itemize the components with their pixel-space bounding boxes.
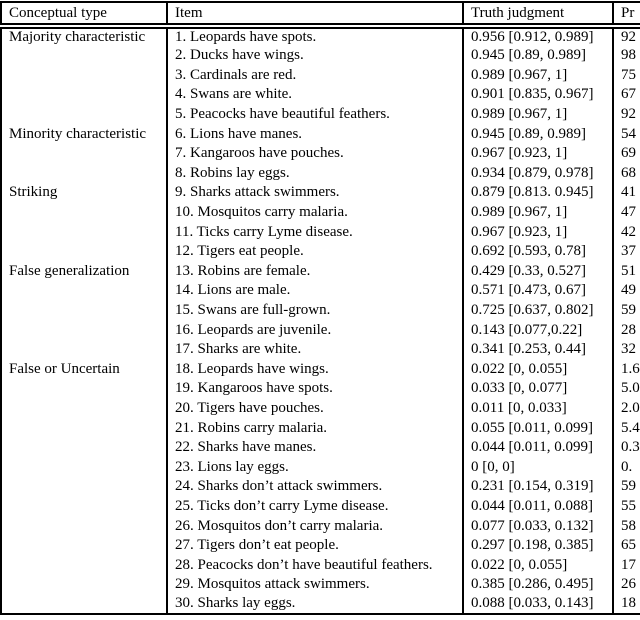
truth-judgment-cell: 0.967 [0.923, 1] (463, 144, 613, 164)
item-cell: 18. Leopards have wings. (167, 360, 463, 380)
item-cell: 16. Leopards are juvenile. (167, 320, 463, 340)
category-cell (1, 164, 167, 184)
table-row (1, 85, 640, 105)
pr-cell: 26 (621, 576, 636, 593)
truth-judgment-cell: 0.879 [0.813. 0.945] (463, 183, 613, 203)
truth-judgment-cell: 0.022 [0, 0.055] (463, 555, 613, 575)
category-cell (1, 46, 167, 66)
table-row (1, 320, 640, 340)
item-cell: 28. Peacocks don’t have beautiful feathers. (167, 555, 463, 575)
pr-cell: 49 (621, 282, 636, 299)
pr-cell: 75 (621, 66, 636, 83)
truth-judgment-cell: 0.989 [0.967, 1] (463, 66, 613, 86)
item-cell: 25. Ticks don’t carry Lyme disease. (167, 497, 463, 517)
category-cell: False or Uncertain (1, 360, 167, 380)
pr-cell: 92 (621, 29, 636, 45)
table-row (1, 360, 640, 380)
item-cell: 22. Sharks have manes. (167, 438, 463, 458)
category-cell (1, 85, 167, 105)
pr-cell: 59 (621, 478, 636, 495)
pr-cell: 2.0 (621, 399, 640, 416)
category-cell (1, 418, 167, 438)
table-row (1, 203, 640, 223)
category-cell (1, 203, 167, 223)
truth-judgment-cell: 0.934 [0.879, 0.978] (463, 164, 613, 184)
category-cell: Striking (1, 183, 167, 203)
item-cell: 15. Swans are full-grown. (167, 301, 463, 321)
truth-judgment-cell: 0.022 [0, 0.055] (463, 360, 613, 380)
item-cell: 5. Peacocks have beautiful feathers. (167, 105, 463, 125)
category-cell (1, 555, 167, 575)
item-cell: 4. Swans are white. (167, 85, 463, 105)
truth-judgment-cell: 0.989 [0.967, 1] (463, 105, 613, 125)
truth-judgment-cell: 0.989 [0.967, 1] (463, 203, 613, 223)
truth-judgment-cell: 0.044 [0.011, 0.099] (463, 438, 613, 458)
table-row (1, 301, 640, 321)
truth-judgment-cell: 0.945 [0.89, 0.989] (463, 46, 613, 66)
pr-cell: 54 (621, 125, 636, 142)
category-cell (1, 399, 167, 419)
table-row (1, 457, 640, 477)
pr-cell: 42 (621, 223, 636, 240)
col-header-pr-truncated: Pr (613, 2, 640, 26)
pr-cell: 18 (613, 595, 640, 615)
pr-cell: 5.0 (621, 380, 640, 397)
pr-cell: 58 (621, 517, 636, 534)
truth-judgment-cell: 0.901 [0.835, 0.967] (463, 85, 613, 105)
table-row (1, 379, 640, 399)
truth-judgment-cell: 0.385 [0.286, 0.495] (463, 575, 613, 595)
category-cell (1, 340, 167, 360)
category-cell (1, 595, 167, 615)
category-cell (1, 301, 167, 321)
truth-judgment-cell: 0.077 [0.033, 0.132] (463, 516, 613, 536)
category-cell (1, 457, 167, 477)
table-row (1, 242, 640, 262)
table-row (1, 399, 640, 419)
pr-cell: 47 (621, 204, 636, 221)
category-cell (1, 144, 167, 164)
pr-cell: 69 (621, 145, 636, 162)
table-row (1, 262, 640, 282)
table-row (1, 183, 640, 203)
category-cell (1, 497, 167, 517)
header-row (1, 2, 640, 26)
truth-judgment-cell: 0.297 [0.198, 0.385] (463, 536, 613, 556)
pr-cell: 5.4 (621, 419, 640, 436)
truth-judgment-cell: 0.088 [0.033, 0.143] (463, 595, 613, 615)
table-row (1, 477, 640, 497)
table-row (1, 418, 640, 438)
item-cell: 20. Tigers have pouches. (167, 399, 463, 419)
table-row (1, 595, 640, 615)
truth-judgment-cell: 0.945 [0.89, 0.989] (463, 124, 613, 144)
item-cell: 10. Mosquitos carry malaria. (167, 203, 463, 223)
item-cell: 24. Sharks don’t attack swimmers. (167, 477, 463, 497)
truth-judgment-cell: 0.143 [0.077,0.22] (463, 320, 613, 340)
table-row (1, 536, 640, 556)
truth-judgment-cell: 0.725 [0.637, 0.802] (463, 301, 613, 321)
table-row (1, 144, 640, 164)
item-cell: 29. Mosquitos attack swimmers. (167, 575, 463, 595)
item-cell: 12. Tigers eat people. (167, 242, 463, 262)
pr-cell: 55 (621, 497, 636, 514)
table-row (1, 281, 640, 301)
category-cell (1, 379, 167, 399)
category-cell (1, 222, 167, 242)
truth-judgment-cell: 0.692 [0.593, 0.78] (463, 242, 613, 262)
item-cell: 9. Sharks attack swimmers. (167, 183, 463, 203)
item-cell: 3. Cardinals are red. (167, 66, 463, 86)
table-row (1, 26, 640, 46)
truth-judgment-cell: 0.044 [0.011, 0.088] (463, 497, 613, 517)
pr-cell: 67 (621, 86, 636, 103)
category-cell (1, 477, 167, 497)
truth-judgment-cell: 0.231 [0.154, 0.319] (463, 477, 613, 497)
category-cell (1, 438, 167, 458)
table-row (1, 164, 640, 184)
item-cell: 19. Kangaroos have spots. (167, 379, 463, 399)
pr-cell: 51 (621, 262, 636, 279)
pr-cell: 65 (621, 537, 636, 554)
truth-judgment-cell: 0.033 [0, 0.077] (463, 379, 613, 399)
truth-judgment-cell: 0 [0, 0] (463, 457, 613, 477)
pr-cell: 98 (621, 47, 636, 64)
truth-judgment-cell: 0.429 [0.33, 0.527] (463, 262, 613, 282)
item-cell: 17. Sharks are white. (167, 340, 463, 360)
category-cell (1, 320, 167, 340)
category-cell (1, 516, 167, 536)
truth-judgment-cell: 0.341 [0.253, 0.44] (463, 340, 613, 360)
truth-judgment-table (0, 1, 640, 615)
truth-judgment-cell: 0.956 [0.912, 0.989] (463, 26, 613, 46)
category-cell: Majority characteristic (1, 26, 167, 46)
table-row (1, 575, 640, 595)
truth-judgment-cell: 0.011 [0, 0.033] (463, 399, 613, 419)
truth-judgment-cell: 0.967 [0.923, 1] (463, 222, 613, 242)
table-row (1, 497, 640, 517)
pr-cell: 92 (621, 106, 636, 123)
table-row (1, 555, 640, 575)
category-cell (1, 536, 167, 556)
item-cell: 6. Lions have manes. (167, 124, 463, 144)
table-row (1, 66, 640, 86)
pr-cell: 68 (621, 164, 636, 181)
category-cell (1, 105, 167, 125)
item-cell: 7. Kangaroos have pouches. (167, 144, 463, 164)
item-cell: 21. Robins carry malaria. (167, 418, 463, 438)
item-cell: 26. Mosquitos don’t carry malaria. (167, 516, 463, 536)
truth-judgment-cell: 0.571 [0.473, 0.67] (463, 281, 613, 301)
pr-cell: 0.3 (621, 439, 640, 456)
pr-cell: 0. (621, 458, 633, 475)
pr-cell: 59 (621, 302, 636, 319)
table-row (1, 438, 640, 458)
pr-cell: 41 (621, 184, 636, 201)
pr-cell: 32 (621, 341, 636, 358)
item-cell: 30. Sharks lay eggs. (167, 595, 463, 615)
category-cell: Minority characteristic (1, 124, 167, 144)
category-cell (1, 242, 167, 262)
truth-judgment-cell: 0.055 [0.011, 0.099] (463, 418, 613, 438)
table-row (1, 105, 640, 125)
item-cell: 1. Leopards have spots. (167, 26, 463, 46)
table-row (1, 46, 640, 66)
col-header-item: Item (167, 2, 463, 26)
table-row (1, 340, 640, 360)
table-row (1, 516, 640, 536)
item-cell: 23. Lions lay eggs. (167, 457, 463, 477)
table-row (1, 222, 640, 242)
item-cell: 14. Lions are male. (167, 281, 463, 301)
pr-cell: 1.6 (621, 360, 640, 377)
item-cell: 13. Robins are female. (167, 262, 463, 282)
category-cell (1, 281, 167, 301)
table-row (1, 124, 640, 144)
item-cell: 8. Robins lay eggs. (167, 164, 463, 184)
category-cell (1, 66, 167, 86)
col-header-conceptual-type: Conceptual type (1, 2, 167, 26)
category-cell (1, 575, 167, 595)
pr-cell: 28 (621, 321, 636, 338)
pr-cell: 17 (621, 556, 636, 573)
item-cell: 27. Tigers don’t eat people. (167, 536, 463, 556)
category-cell: False generalization (1, 262, 167, 282)
item-cell: 2. Ducks have wings. (167, 46, 463, 66)
pr-cell: 37 (621, 243, 636, 260)
col-header-truth-judgment: Truth judgment (463, 2, 613, 26)
item-cell: 11. Ticks carry Lyme disease. (167, 222, 463, 242)
